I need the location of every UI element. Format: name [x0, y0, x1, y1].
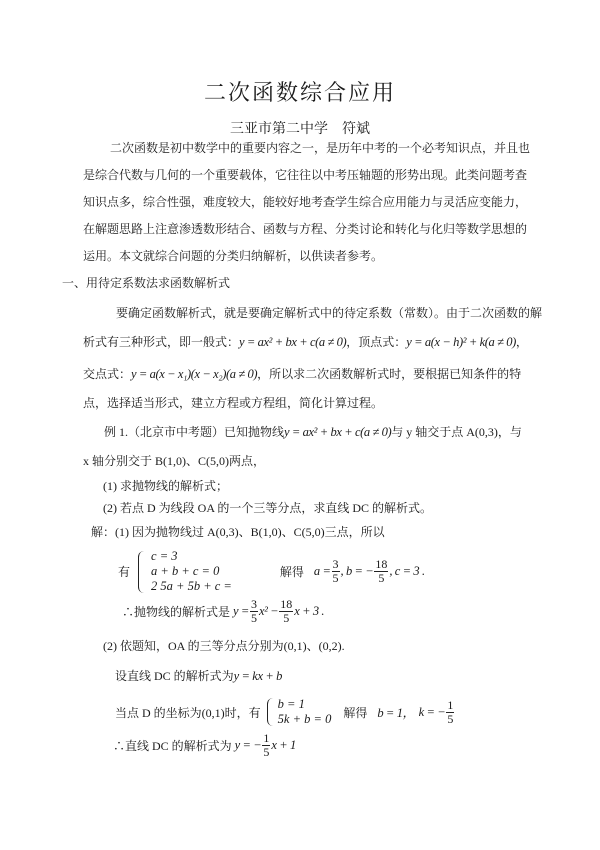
equation: b = 1	[277, 697, 305, 711]
text: b = 1，	[377, 706, 415, 720]
text: ，	[515, 335, 528, 349]
general-form-formula: y = ax² + bx + c(a ≠ 0)	[239, 335, 347, 349]
denominator: 5	[332, 571, 339, 585]
equation-list	[151, 549, 232, 594]
fraction	[262, 732, 270, 759]
numerator: 3	[250, 597, 257, 611]
example-line: x 轴分别交于 B(1,0)、C(5,0)两点，	[83, 454, 265, 468]
text: , b = −	[340, 564, 374, 578]
equation: 5k + b = 0	[277, 712, 332, 726]
line-result	[113, 732, 296, 759]
author-line: 三亚市第二中学 符斌	[230, 122, 370, 137]
fraction	[279, 598, 293, 625]
text: 有	[118, 565, 131, 579]
text: 解得	[279, 565, 304, 579]
denominator: 5	[250, 611, 257, 625]
line-formula: y = kx + b	[233, 669, 282, 683]
text: x² −	[258, 604, 279, 618]
intro-line: 是综合代数与几何的一个重要载体，它往往以中考压轴题的形势出现。此类问题考查	[83, 168, 528, 182]
equation: c = 3	[151, 549, 178, 563]
text: k = −	[418, 704, 446, 719]
intro-line: 在解题思路上注意渗透数形结合、函数与方程、分类讨论和转化与化归等数学思想的	[83, 222, 528, 236]
denominator: 5	[283, 611, 290, 625]
text: x + 1	[271, 738, 296, 752]
intro-line: 知识点多，综合性强，难度较大，能较好地考查学生综合应用能力与灵活应变能力，	[83, 195, 528, 209]
brace-icon	[138, 551, 145, 593]
section-heading: 一、用待定系数法求函数解析式	[62, 276, 231, 290]
text: y =	[233, 604, 249, 618]
paragraph-line	[83, 366, 521, 382]
text: ∴抛物线的解析式是	[122, 605, 231, 619]
numerator: 1	[263, 731, 270, 745]
text: 解得	[343, 705, 368, 720]
text: ，顶点式：	[346, 335, 407, 349]
text: 交点式：	[83, 367, 132, 381]
parabola-result	[122, 598, 324, 625]
document-title: 二次函数综合应用	[203, 80, 396, 105]
text: y = −	[234, 738, 262, 752]
fraction	[332, 558, 340, 585]
example-line	[104, 424, 522, 440]
fraction	[374, 558, 388, 585]
text: ，所以求二次函数解析式时，要根据已知条件的特	[257, 367, 522, 381]
denominator: 5	[378, 571, 385, 585]
question-2: (2) 若点 D 为线段 OA 的一个三等分点，求直线 DC 的解析式。	[103, 501, 432, 515]
intro-line: 运用。本文就综合问题的分类归纳解析，以供读者参考。	[83, 249, 384, 263]
paragraph-line: 点，选择适当形式，建立方程或方程组，简化计算过程。	[83, 396, 384, 410]
equation-system-2	[115, 697, 455, 727]
text: x + 3 .	[294, 604, 325, 618]
paragraph-line: 要确定函数解析式，就是要确定解析式中的待定系数（常数）。由于二次函数的解	[116, 306, 543, 320]
numerator: 3	[332, 557, 339, 571]
denominator: 5	[263, 745, 270, 759]
numerator: 18	[375, 557, 388, 571]
text: ∴直线 DC 的解析式为	[113, 739, 232, 753]
equation-system-1	[118, 549, 425, 594]
fraction	[446, 699, 454, 726]
text: 设直线 DC 的解析式为	[115, 669, 234, 683]
intercept-form-formula: y = a(x − x₁)(x − x₂)(a ≠ 0)	[131, 367, 258, 381]
vertex-form-formula: y = a(x − h)² + k(a ≠ 0)	[406, 335, 516, 349]
equation: a + b + c = 0	[151, 564, 220, 578]
fraction	[250, 598, 258, 625]
denominator: 5	[447, 711, 454, 726]
question-1: (1) 求抛物线的解析式；	[103, 479, 228, 493]
numerator: 18	[280, 597, 293, 611]
text: a =	[313, 564, 331, 578]
text: 例 1.（北京市中考题）已知抛物线	[104, 425, 285, 439]
solution-line	[115, 668, 282, 684]
solution-line: 解：(1) 因为抛物线过 A(0,3)、B(1,0)、C(5,0)三点，所以	[91, 525, 385, 539]
solution-line: (2) 依题知，OA 的三等分点分别为(0,1)、(0,2).	[103, 639, 345, 653]
equation: 2 5a + 5b + c =	[151, 579, 232, 593]
paragraph-line	[83, 334, 528, 350]
equation-list	[278, 697, 332, 727]
intro-line: 二次函数是初中数学中的重要内容之一，是历年中考的一个必考知识点，并且也	[110, 141, 531, 155]
brace-icon	[267, 698, 274, 726]
text: 析式有三种形式，即一般式：	[83, 335, 240, 349]
parabola-formula: y = ax² + bx + c(a ≠ 0)	[284, 425, 392, 439]
numerator: 1	[447, 697, 454, 712]
text: 当点 D 的坐标为(0,1)时，有	[115, 705, 261, 720]
text: , c = 3 .	[389, 564, 425, 578]
text: 与 y 轴交于点 A(0,3)，与	[391, 425, 522, 439]
